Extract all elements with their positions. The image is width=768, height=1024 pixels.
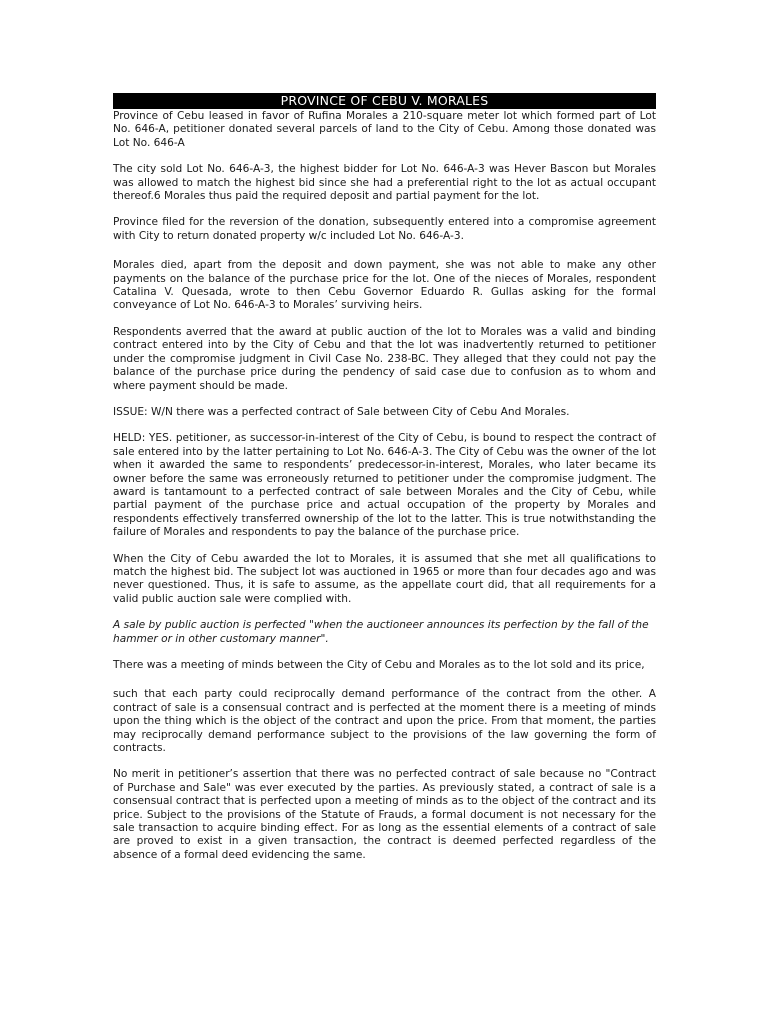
paragraph-issue: ISSUE: W/N there was a perfected contract of Sale between City of Cebu And Morales.: [113, 405, 570, 418]
paragraph-no-merit: No merit in petitioner’s assertion that there was no perfected contract of sale because no "Contract of Purchase and Sale" was ever executed by the parties. As previously stated, a contract of sale is a consensual contract that is perfected upon a meeting of minds as to the object of the contract and its price. Subject to the provisions of the Statute of Frauds, a formal document is not necessary for the sale transaction to acquire binding effect. For as long as the essential elements of a contract of sale are proved to exist in a given transaction, the contract is deemed perfected regardless of the absence of a formal deed evidencing the same.: [113, 768, 656, 861]
paragraph-auction-rule: A sale by public auction is perfected "when the auctioneer announces its perfection by the fall of the hammer or in other customary manner".: [113, 619, 649, 645]
paragraph-facts-lease: Province of Cebu leased in favor of Rufina Morales a 210-square meter lot which formed part of Lot No. 646-A, petitioner donated several parcels of land to the City of Cebu. Among those donated was Lot No. 646-A: [113, 110, 656, 149]
paragraph-held: HELD: YES. petitioner, as successor-in-interest of the City of Cebu, is bound to respect the contract of sale entered into by the latter pertaining to Lot No. 646-A-3. The City of Cebu was the owner of the lot when it awarded the same to respondents’ predecessor-in-interest, Morales, who later became its owner before the same was erroneously returned to petitioner under the compromise judgment. The award is tantamount to a perfected contract of sale between Morales and the City of Cebu, while partial payment of the purchase price and actual occupation of the property by Morales and respondents effectively transferred ownership of the lot to the latter. This is true notwithstanding the failure of Morales and respondents to pay the balance of the purchase price.: [113, 432, 656, 539]
paragraph-consensual-contract: such that each party could reciprocally demand performance of the contract from the other. A contract of sale is a consensual contract and is perfected at the moment there is a meeting of minds upon the thing which is the object of the contract and upon the price. From that moment, the parties may reciprocally demand performance subject to the provisions of the law governing the form of contracts.: [113, 688, 656, 755]
paragraph-facts-sale: The city sold Lot No. 646-A-3, the highest bidder for Lot No. 646-A-3 was Hever Bascon but Morales was allowed to match the highest bid since she had a preferential right to the lot as actual occupant thereof.6 Morales thus paid the required deposit and partial payment for the lot.: [113, 163, 656, 203]
document-page: [113, 93, 656, 875]
document-title: PROVINCE OF CEBU V. MORALES: [113, 93, 656, 109]
paragraph-facts-reversion: Province filed for the reversion of the donation, subsequently entered into a compromise agreement with City to return donated property w/c included Lot No. 646-A-3.: [113, 216, 656, 242]
paragraph-auction-qualifications: When the City of Cebu awarded the lot to Morales, it is assumed that she met all qualifications to match the highest bid. The subject lot was auctioned in 1965 or more than four decades ago and was never questioned. Thus, it is safe to assume, as the appellate court did, that all requirements for a valid public auction sale were complied with.: [113, 552, 656, 605]
paragraph-respondents-claim: Respondents averred that the award at public auction of the lot to Morales was a valid and binding contract entered into by the City of Cebu and that the lot was inadvertently returned to petitioner under the compromise judgment in Civil Case No. 238-BC. They alleged that they could not pay the balance of the purchase price during the pendency of said case due to confusion as to whom and where payment should be made.: [113, 325, 656, 392]
paragraph-meeting-of-minds: There was a meeting of minds between the City of Cebu and Morales as to the lot sold and its price,: [113, 659, 645, 671]
paragraph-facts-death: Morales died, apart from the deposit and down payment, she was not able to make any other payments on the balance of the purchase price for the lot. One of the nieces of Morales, respondent Catalina V. Quesada, wrote to then Cebu Governor Eduardo R. Gullas asking for the formal conveyance of Lot No. 646-A-3 to Morales’ surviving heirs.: [113, 259, 656, 312]
